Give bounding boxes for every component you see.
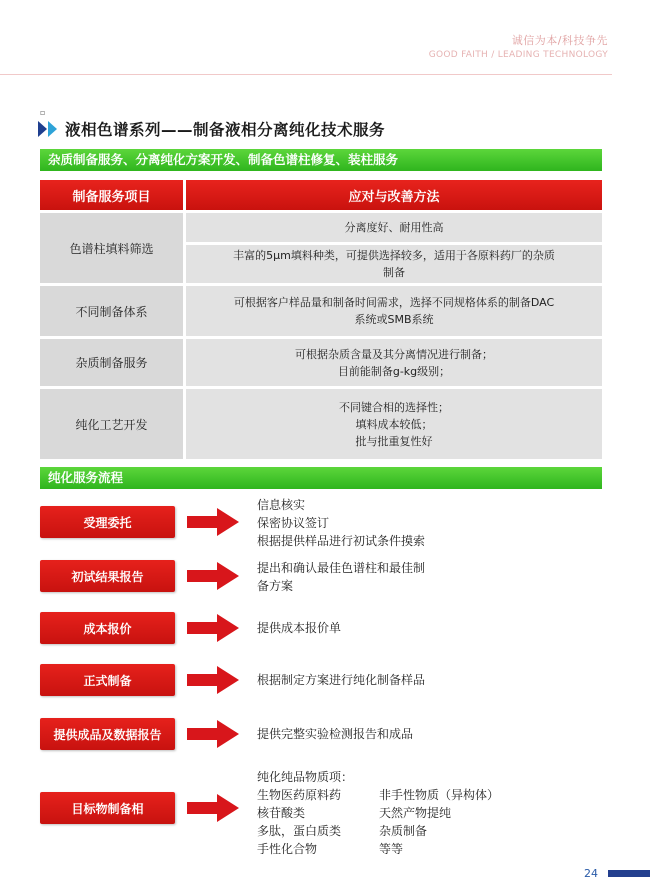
method-line: 批与批重复性好 <box>355 434 433 448</box>
table-row <box>40 389 602 459</box>
step-cost-quote: 成本报价 <box>40 612 175 644</box>
desc-line: 备方案 <box>257 579 294 593</box>
table-row <box>40 339 602 386</box>
flow-step <box>40 612 341 644</box>
material-item: 核苷酸类 <box>257 806 306 820</box>
flow-step <box>40 560 425 595</box>
header-divider <box>0 74 612 75</box>
method-cell <box>186 389 602 459</box>
flow-banner: 纯化服务流程 <box>40 467 602 489</box>
arrow-right-icon <box>187 794 239 822</box>
step-description <box>257 559 425 595</box>
method-cell <box>186 213 602 242</box>
desc-intro: 纯化纯品物质项： <box>257 770 354 784</box>
method-line: 可根据客户样品量和制备时间需求，选择不同规格体系的制备DAC <box>233 296 555 309</box>
flow-step <box>40 770 501 858</box>
method-line: 填料成本较低； <box>355 417 433 431</box>
method-line: 不同键合相的选择性； <box>339 400 449 414</box>
step-initial-report: 初试结果报告 <box>40 560 175 592</box>
desc-line: 提供完整实验检测报告和成品 <box>257 727 414 741</box>
step-description <box>257 619 341 637</box>
desc-line: 保密协议签订 <box>257 516 330 530</box>
method-cell <box>186 286 602 336</box>
row-item: 纯化工艺开发 <box>40 389 183 459</box>
triangle-bullet-icon <box>48 121 57 137</box>
flow-step <box>40 718 413 750</box>
page-number-bar <box>608 870 650 877</box>
step-accept-commission: 受理委托 <box>40 506 175 538</box>
section-title: 液相色谱系列——制备液相分离纯化技术服务 <box>65 121 386 139</box>
desc-line: 提出和确认最佳色谱柱和最佳制 <box>257 561 426 575</box>
arrow-right-icon <box>187 508 239 536</box>
method-line: 分离度好、耐用性高 <box>344 221 444 234</box>
material-item: 杂质制备 <box>379 824 428 838</box>
table-row <box>40 213 602 283</box>
service-table <box>40 180 602 462</box>
row-item: 杂质制备服务 <box>40 339 183 386</box>
method-line: 可根据杂质含量及其分离情况进行制备； <box>295 347 493 361</box>
brand-slogan <box>429 32 608 60</box>
flow-step <box>40 498 426 550</box>
flow-step <box>40 664 425 696</box>
step-description <box>257 768 501 858</box>
table-header <box>40 180 602 210</box>
arrow-right-icon <box>187 562 239 590</box>
material-item: 非手性物质（异构体） <box>379 788 500 802</box>
section-title-row <box>38 118 385 140</box>
services-banner: 杂质制备服务、分离纯化方案开发、制备色谱柱修复、装柱服务 <box>40 149 602 171</box>
arrow-right-icon <box>187 720 239 748</box>
material-item: 等等 <box>379 842 404 856</box>
step-description <box>257 496 425 550</box>
method-line: 制备 <box>383 266 405 279</box>
step-description <box>257 671 425 689</box>
step-deliver-report: 提供成品及数据报告 <box>40 718 175 750</box>
desc-line: 根据提供样品进行初试条件摸索 <box>257 534 426 548</box>
method-line: 目前能制备g-kg级别； <box>337 364 451 378</box>
material-item: 生物医药原料药 <box>257 788 342 802</box>
row-item: 不同制备体系 <box>40 286 183 336</box>
header-method: 应对与改善方法 <box>186 180 602 210</box>
method-line: 丰富的5μm填料种类，可提供选择较多，适用于各原料药厂的杂质 <box>233 249 555 262</box>
triangle-bullet-icon <box>38 121 47 137</box>
slogan-en: GOOD FAITH / LEADING TECHNOLOGY <box>428 50 608 60</box>
row-item: 色谱柱填料筛选 <box>40 213 183 283</box>
arrow-right-icon <box>187 666 239 694</box>
table-row <box>40 286 602 336</box>
desc-line: 根据制定方案进行纯化制备样品 <box>257 673 426 687</box>
header-service-item: 制备服务项目 <box>40 180 183 210</box>
material-item: 多肽，蛋白质类 <box>257 824 342 838</box>
material-item: 手性化合物 <box>257 842 318 856</box>
method-line: 系统或SMB系统 <box>354 313 434 326</box>
arrow-right-icon <box>187 614 239 642</box>
slogan-cn: 诚信为本/科技争先 <box>511 34 608 47</box>
page-number: 24 <box>584 867 598 880</box>
desc-line: 提供成本报价单 <box>257 621 342 635</box>
material-item: 天然产物提纯 <box>379 806 452 820</box>
method-cell <box>186 339 602 386</box>
method-cell <box>186 245 602 283</box>
desc-line: 信息核实 <box>257 498 306 512</box>
step-description <box>257 725 413 743</box>
print-mark: ▫ <box>40 108 46 117</box>
step-target-prep: 目标物制备相 <box>40 792 175 824</box>
step-formal-prep: 正式制备 <box>40 664 175 696</box>
